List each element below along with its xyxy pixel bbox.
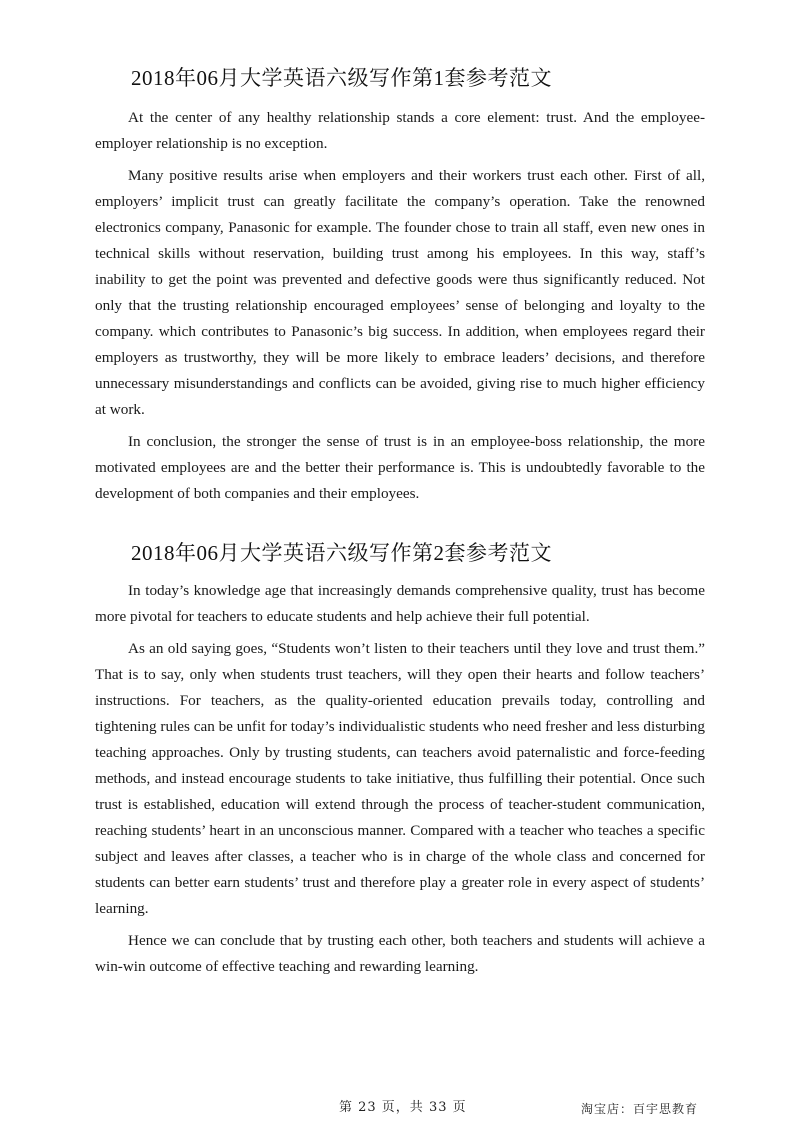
essay-1-body — [95, 105, 705, 513]
essay-1-paragraph-2: Many positive results arise when employers and their workers trust each other. First of all, employers’ implicit trust can greatly facilitate the company’s operation. Take the renowned electronics company, Panasonic for example. The founder chose to train all staff, even new ones in technical skills without reservation, building trust among his employees. In this way, staff’s inability to get the point was prevented and defective goods were thus significantly reduced. Not only that the trusting relationship encouraged employees’ sense of belonging and loyalty to the company. which contributes to Panasonic’s big success. In addition, when employees regard their employers as trustworthy, they will be more likely to embrace leaders’ decisions, and therefore unnecessary misunderstandings and conflicts can be avoided, giving rise to much higher efficiency at work. — [95, 167, 705, 418]
essay-1-title: 2018年06月大学英语六级写作第1套参考范文 — [131, 66, 552, 90]
essay-1-paragraph-3: In conclusion, the stronger the sense of trust is in an employee-boss relationship, the more motivated employees are and the better their performance is. This is undoubtedly favorable to the development of both companies and their employees. — [95, 433, 705, 502]
essay-2-body — [95, 578, 705, 986]
essay-2-paragraph-1: In today’s knowledge age that increasingly demands comprehensive quality, trust has become more pivotal for teachers to educate students and help achieve their full potential. — [95, 582, 705, 625]
essay-2-paragraph-2: As an old saying goes, “Students won’t listen to their teachers until they love and trust them.” That is to say, only when students trust teachers, will they open their hearts and follow teachers’ instructions. For teachers, as the quality-oriented education prevails today, controlling and tightening rules can be unfit for today’s individualistic students who need fresher and less disturbing teaching approaches. Only by trusting students, can teachers avoid paternalistic and force-feeding methods, and instead encourage students to take initiative, thus fulfilling their potential. Once such trust is established, education will extend through the process of teacher-student communication, reaching students’ heart in an unconscious manner. Compared with a teacher who teaches a specific subject and leaves after classes, a teacher who is in charge of the whole class and concerned for students can better earn students’ trust and therefore play a greater role in every aspect of students’ learning. — [95, 640, 705, 917]
page-number: 第 23 页，共 33 页 — [339, 1100, 467, 1115]
essay-1-paragraph-1: At the center of any healthy relationship stands a core element: trust. And the employee-employer relationship is no exception. — [95, 109, 705, 152]
essay-2-paragraph-3: Hence we can conclude that by trusting each other, both teachers and students will achieve a win-win outcome of effective teaching and rewarding learning. — [95, 932, 705, 975]
essay-2-title: 2018年06月大学英语六级写作第2套参考范文 — [131, 541, 552, 565]
shop-attribution: 淘宝店：百宇思教育 — [581, 1102, 699, 1116]
